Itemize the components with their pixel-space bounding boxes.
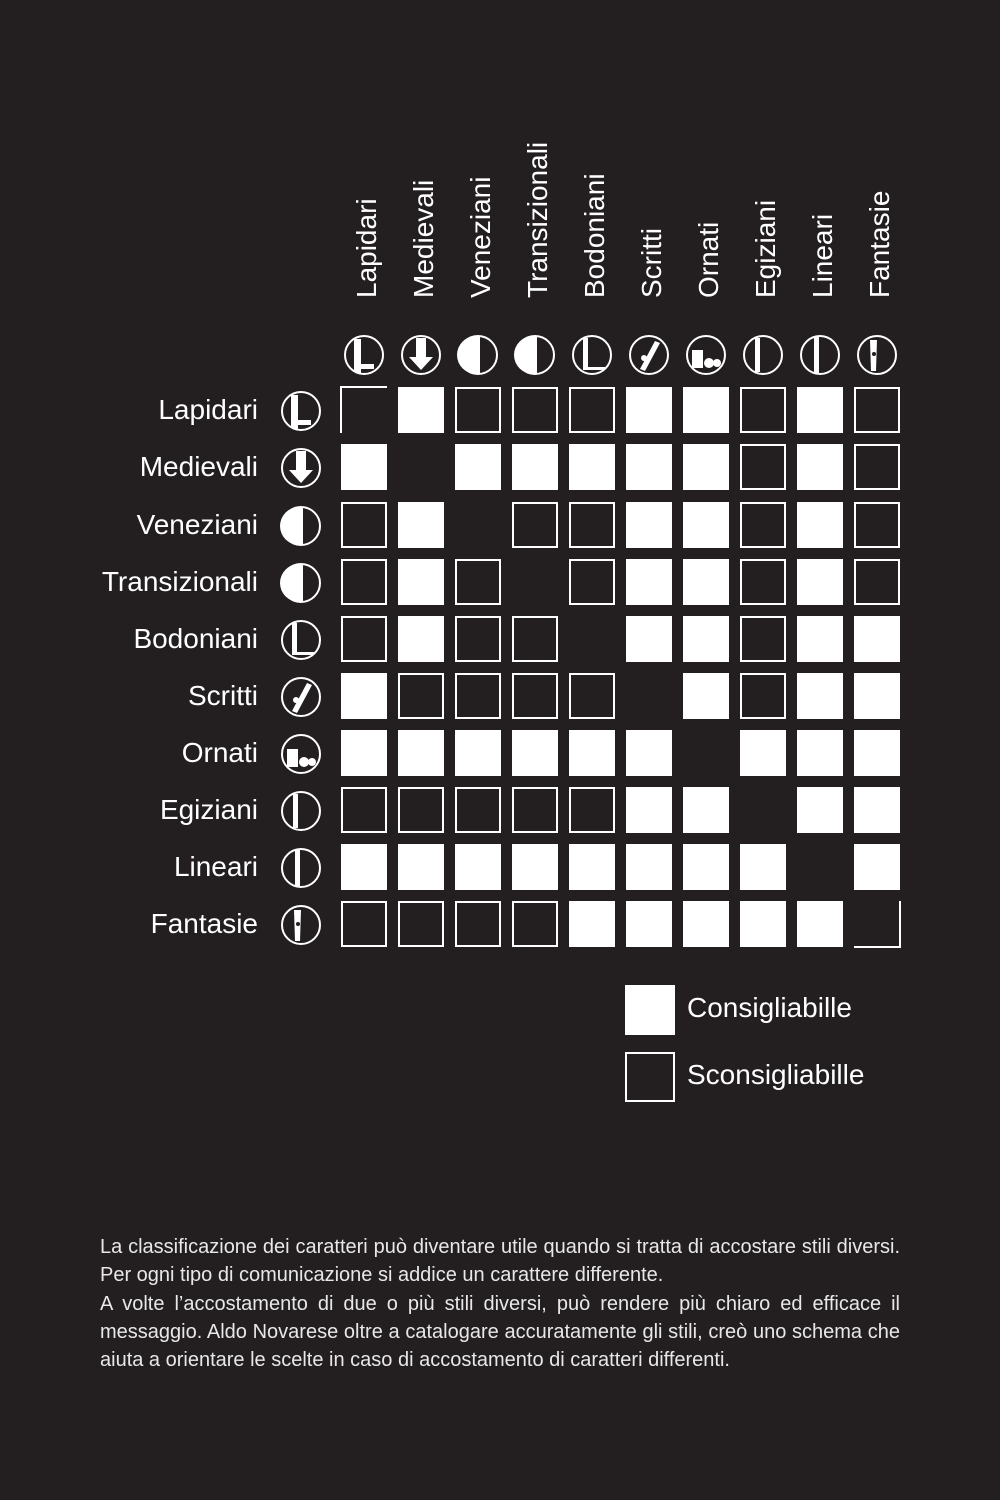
cell-not-recommended bbox=[741, 388, 785, 432]
cell-recommended bbox=[569, 901, 615, 947]
lapidari-icon bbox=[282, 392, 320, 430]
cell-recommended bbox=[797, 559, 843, 605]
ornati-icon bbox=[282, 735, 320, 773]
transizionali-icon bbox=[514, 336, 554, 374]
legend-label-not-recommended: Sconsigliabille bbox=[687, 1059, 865, 1090]
cell-recommended bbox=[626, 730, 672, 776]
cell-recommended bbox=[341, 673, 387, 719]
cell-not-recommended bbox=[399, 788, 443, 832]
medievali-icon bbox=[402, 336, 440, 374]
scritti-icon bbox=[282, 678, 320, 716]
cell-recommended bbox=[797, 616, 843, 662]
cell-recommended bbox=[455, 730, 501, 776]
column-label: Ornati bbox=[693, 221, 724, 298]
cell-recommended bbox=[683, 444, 729, 490]
description bbox=[100, 1233, 900, 1374]
cell-not-recommended bbox=[456, 674, 500, 718]
cell-recommended bbox=[569, 444, 615, 490]
cell-not-recommended bbox=[513, 388, 557, 432]
cell-not-recommended bbox=[513, 674, 557, 718]
cell-not-recommended bbox=[570, 388, 614, 432]
cell-recommended bbox=[626, 444, 672, 490]
cell-recommended bbox=[626, 616, 672, 662]
row-label: Lineari bbox=[173, 851, 258, 882]
cell-recommended bbox=[797, 387, 843, 433]
cell-not-recommended bbox=[741, 617, 785, 661]
cell-not-recommended bbox=[855, 560, 899, 604]
cell-not-recommended bbox=[456, 902, 500, 946]
cell-recommended bbox=[683, 559, 729, 605]
diagonal-cell bbox=[341, 387, 387, 433]
diagonal-cell bbox=[854, 901, 900, 947]
legend-swatch-outline bbox=[625, 1052, 675, 1102]
cell-recommended bbox=[797, 673, 843, 719]
cell-not-recommended bbox=[741, 560, 785, 604]
cell-recommended bbox=[569, 730, 615, 776]
description-paragraph: La classificazione dei caratteri può diventare utile quando si tratta di accostare stili diversi. Per ogni tipo di comunicazione si addice un carattere differente. bbox=[100, 1236, 900, 1287]
cell-recommended bbox=[626, 844, 672, 890]
row-label: Fantasie bbox=[150, 908, 258, 939]
cell-recommended bbox=[626, 559, 672, 605]
cell-not-recommended bbox=[399, 674, 443, 718]
veneziani-icon bbox=[457, 336, 497, 374]
cell-recommended bbox=[683, 901, 729, 947]
legend-label-recommended: Consigliabille bbox=[687, 992, 852, 1023]
cell-recommended bbox=[797, 502, 843, 548]
cell-not-recommended bbox=[342, 617, 386, 661]
cell-not-recommended bbox=[570, 503, 614, 547]
cell-recommended bbox=[341, 844, 387, 890]
fantasie-icon bbox=[858, 336, 896, 374]
medievali-icon bbox=[282, 449, 320, 487]
column-label: Scritti bbox=[636, 228, 667, 298]
cell-not-recommended bbox=[513, 503, 557, 547]
legend-swatch-filled bbox=[625, 985, 675, 1035]
cell-recommended bbox=[398, 559, 444, 605]
cell-recommended bbox=[854, 787, 900, 833]
cell-recommended bbox=[683, 387, 729, 433]
cell-recommended bbox=[626, 502, 672, 548]
cell-recommended bbox=[740, 730, 786, 776]
cell-recommended bbox=[512, 844, 558, 890]
cell-recommended bbox=[854, 730, 900, 776]
cell-recommended bbox=[797, 787, 843, 833]
column-label: Egiziani bbox=[750, 199, 781, 298]
column-label: Veneziani bbox=[465, 176, 496, 298]
cell-not-recommended bbox=[513, 617, 557, 661]
bodoniani-icon bbox=[573, 336, 611, 374]
lineari-icon bbox=[801, 336, 839, 374]
cell-recommended bbox=[683, 673, 729, 719]
column-label: Lineari bbox=[807, 213, 838, 298]
row-label: Transizionali bbox=[101, 566, 258, 597]
cell-not-recommended bbox=[741, 445, 785, 489]
cell-recommended bbox=[626, 787, 672, 833]
column-label: Transizionali bbox=[522, 141, 553, 298]
cell-recommended bbox=[683, 502, 729, 548]
cell-not-recommended bbox=[456, 788, 500, 832]
egiziani-icon bbox=[744, 336, 782, 374]
cell-recommended bbox=[854, 844, 900, 890]
row-label: Veneziani bbox=[136, 509, 258, 540]
column-label: Lapidari bbox=[351, 198, 382, 298]
lapidari-icon bbox=[345, 336, 383, 374]
cell-recommended bbox=[398, 730, 444, 776]
cell-not-recommended bbox=[741, 674, 785, 718]
cell-recommended bbox=[683, 616, 729, 662]
cell-recommended bbox=[455, 844, 501, 890]
cell-recommended bbox=[341, 730, 387, 776]
cell-not-recommended bbox=[570, 788, 614, 832]
cell-not-recommended bbox=[741, 503, 785, 547]
cell-recommended bbox=[854, 673, 900, 719]
cell-recommended bbox=[512, 730, 558, 776]
cell-recommended bbox=[683, 844, 729, 890]
cell-not-recommended bbox=[570, 560, 614, 604]
cell-recommended bbox=[398, 844, 444, 890]
bodoniani-icon bbox=[282, 621, 320, 659]
cell-recommended bbox=[740, 844, 786, 890]
cell-recommended bbox=[341, 444, 387, 490]
cell-not-recommended bbox=[399, 902, 443, 946]
ornati-icon bbox=[687, 336, 725, 374]
column-label: Bodoniani bbox=[579, 173, 610, 298]
cell-not-recommended bbox=[513, 788, 557, 832]
row-label: Scritti bbox=[188, 680, 258, 711]
cell-not-recommended bbox=[342, 560, 386, 604]
cell-recommended bbox=[398, 502, 444, 548]
cell-not-recommended bbox=[570, 674, 614, 718]
column-label: Fantasie bbox=[864, 190, 895, 298]
cell-recommended bbox=[683, 787, 729, 833]
cell-not-recommended bbox=[342, 902, 386, 946]
cell-not-recommended bbox=[456, 617, 500, 661]
lineari-icon bbox=[282, 849, 320, 887]
cell-recommended bbox=[455, 444, 501, 490]
cell-not-recommended bbox=[342, 503, 386, 547]
cell-not-recommended bbox=[342, 788, 386, 832]
cell-not-recommended bbox=[513, 902, 557, 946]
row-label: Egiziani bbox=[159, 794, 258, 825]
cell-recommended bbox=[740, 901, 786, 947]
cell-recommended bbox=[797, 444, 843, 490]
veneziani-icon bbox=[280, 507, 320, 545]
row-label: Medievali bbox=[139, 451, 258, 482]
row-label: Ornati bbox=[181, 737, 258, 768]
column-label: Medievali bbox=[408, 179, 439, 298]
cell-recommended bbox=[626, 387, 672, 433]
scritti-icon bbox=[630, 336, 668, 374]
cell-recommended bbox=[512, 444, 558, 490]
cell-recommended bbox=[797, 901, 843, 947]
egiziani-icon bbox=[282, 792, 320, 830]
cell-not-recommended bbox=[456, 388, 500, 432]
cell-recommended bbox=[797, 730, 843, 776]
fantasie-icon bbox=[282, 906, 320, 944]
cell-not-recommended bbox=[855, 388, 899, 432]
description-paragraph: A volte l’accostamento di due o più stili diversi, può rendere più chiaro ed efficace il messaggio. Aldo Novarese oltre a catalogare accuratamente gli stili, creò uno schema che aiuta a orientare le scelte in caso di accostamento di caratteri differenti. bbox=[100, 1292, 900, 1372]
cell-recommended bbox=[398, 387, 444, 433]
cell-recommended bbox=[398, 616, 444, 662]
cell-not-recommended bbox=[855, 503, 899, 547]
cell-not-recommended bbox=[456, 560, 500, 604]
cell-recommended bbox=[854, 616, 900, 662]
cell-not-recommended bbox=[855, 445, 899, 489]
row-label: Bodoniani bbox=[133, 623, 258, 654]
cell-recommended bbox=[626, 901, 672, 947]
cell-recommended bbox=[569, 844, 615, 890]
transizionali-icon bbox=[280, 564, 320, 602]
row-label: Lapidari bbox=[158, 394, 258, 425]
